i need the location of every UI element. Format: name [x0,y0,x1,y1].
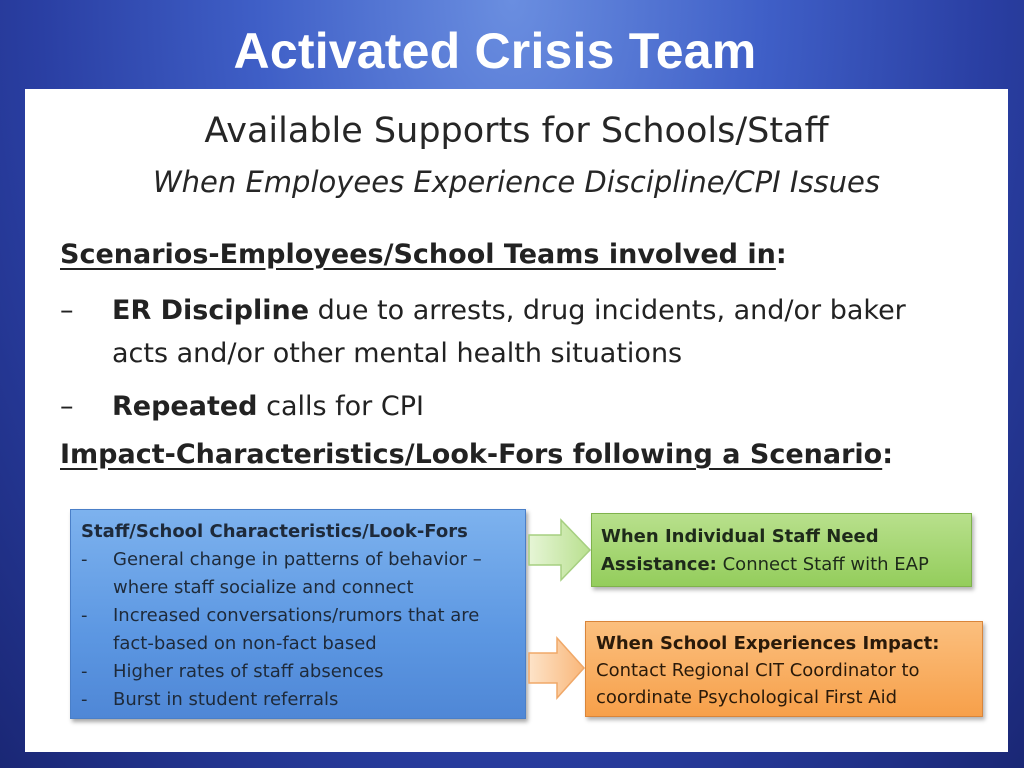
panel-title: Available Supports for Schools/Staff [204,111,829,151]
scenarios-heading: Scenarios-Employees/School Teams involved in: [60,239,787,270]
impact-heading: Impact-Characteristics/Look-Fors following a Scenario: [60,439,894,470]
list-item: - Increased conversations/rumors that are fact-based on non-fact based [81,605,480,654]
panel-subtitle: When Employees Experience Discipline/CPI Issues [152,165,880,199]
bullet-dash: – [60,391,74,422]
list-item: - Burst in student referrals [81,689,339,710]
list-item: - General change in patterns of behavior – where staff socialize and connect [81,549,482,598]
school-impact-box: When School Experiences Impact: Contact Regional CIT Coordinator to coordinate Psychological First Aid [585,621,983,717]
arrow-right-icon [527,635,587,701]
characteristics-heading: Staff/School Characteristics/Look-Fors [81,521,468,542]
list-item: - Higher rates of staff absences [81,661,384,682]
arrow-right-icon [527,517,593,583]
bullet-dash: – [60,295,74,326]
content-panel: Available Supports for Schools/Staff When Employees Experience Discipline/CPI Issues Scenarios-Employees/School Teams involved in: – ER Discipline due to arrests, drug incidents, and/or baker acts and/or other mental health situations – Repeated calls for CPI Impact-Characteristics/Look-Fors following a Scenario: Staff/School Characteristics/Look-Fors - General change in patterns of behavior – where staff socialize and connect - Increased conversations/rumors that are fact-based on non-fact based - Higher rates of staff absences - Burst in student referrals When Individual Staff Need Assistance: Connect Staff with EAP When School Experiences Impact: Contact Regional CIT Coordinator to coordinate Psychological First Aid [25,89,1008,752]
staff-assistance-box: When Individual Staff Need Assistance: Connect Staff with EAP [591,513,972,587]
slide-title: Activated Crisis Team [233,23,757,79]
characteristics-box [70,509,526,719]
